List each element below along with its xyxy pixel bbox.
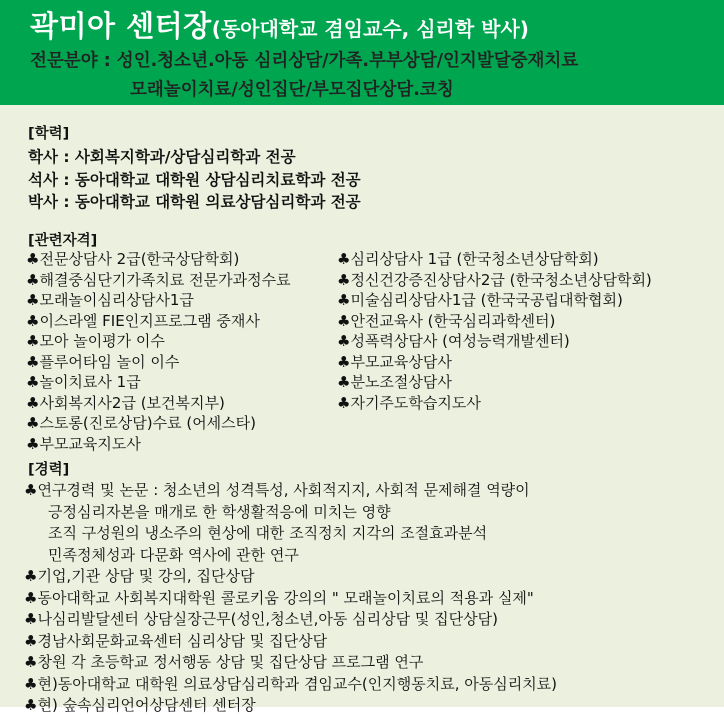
career-item xyxy=(24,694,256,715)
career-item-text: 현) 숲속심리언어상담센터 센터장 xyxy=(37,696,256,714)
certification-item xyxy=(26,433,141,454)
header-banner xyxy=(0,0,724,105)
career-item-text: 나심리발달센터 상담실장근무(성인,청소년,아동 심리상담 및 집단상담) xyxy=(37,610,498,628)
certification-item-text: 자기주도학습지도사 xyxy=(350,393,481,412)
certification-item xyxy=(26,289,194,310)
certification-item xyxy=(26,269,291,290)
title-line xyxy=(30,4,529,45)
certification-item-text: 모아 놀이평가 이수 xyxy=(39,332,165,350)
certification-item-text: 분노조절상담사 xyxy=(350,373,452,391)
certification-item-text: 플루어타임 놀이 이수 xyxy=(39,352,180,371)
certification-item xyxy=(26,351,179,372)
career-item xyxy=(24,587,534,608)
certification-item-text: 부모교육상담사 xyxy=(350,352,452,371)
club-bullet-icon: ♣ xyxy=(337,373,351,391)
career-heading: [경력] xyxy=(28,462,70,478)
specialty-line-1: 전문분야 : 성인.청소년.아동 심리상담/가족.부부상담/인지발달중재치료 xyxy=(30,51,579,71)
club-bullet-icon: ♣ xyxy=(26,414,40,432)
certification-item-text: 정신건강증진상담사2급 (한국청소년상담학회) xyxy=(350,270,652,289)
certification-item-text: 심리상담사 1급 (한국청소년상담학회) xyxy=(350,250,599,268)
club-bullet-icon: ♣ xyxy=(337,250,351,268)
certification-item-text: 미술심리상담사1급 (한국국공립대학협회) xyxy=(350,291,623,309)
club-bullet-icon: ♣ xyxy=(26,250,40,268)
certification-item xyxy=(26,330,165,351)
career-item xyxy=(24,608,498,629)
club-bullet-icon: ♣ xyxy=(24,631,38,650)
certification-item-text: 전문상담사 2급(한국상담학회) xyxy=(39,250,240,268)
education-item: 박사 : 동아대학교 대학원 의료상담심리학과 전공 xyxy=(28,193,361,211)
club-bullet-icon: ♣ xyxy=(26,434,40,453)
career-item xyxy=(24,651,423,672)
education-heading: [학력] xyxy=(28,126,70,142)
certification-item-text: 이스라엘 FIE인지프로그램 중재사 xyxy=(39,311,260,330)
career-item xyxy=(48,544,299,565)
club-bullet-icon: ♣ xyxy=(337,291,351,309)
certifications-heading: [관련자격] xyxy=(28,233,98,249)
certification-item-text: 사회복지사2급 (보건복지부) xyxy=(39,393,225,412)
certification-item xyxy=(337,371,452,392)
club-bullet-icon: ♣ xyxy=(26,393,40,412)
club-bullet-icon: ♣ xyxy=(337,332,351,350)
career-item-text: 기업,기관 상담 및 강의, 집단상담 xyxy=(37,567,255,585)
career-item xyxy=(24,630,327,651)
certification-item-text: 모래놀이심리상담사1급 xyxy=(39,291,194,309)
career-item xyxy=(24,479,530,500)
certification-item xyxy=(26,412,256,433)
education-item: 학사 : 사회복지학과/상담심리학과 전공 xyxy=(28,148,296,166)
certification-item xyxy=(337,248,599,269)
certification-item-text: 부모교육지도사 xyxy=(39,434,141,453)
career-item xyxy=(24,565,254,586)
club-bullet-icon: ♣ xyxy=(26,373,40,391)
club-bullet-icon: ♣ xyxy=(337,270,351,289)
career-item-text: 긍정심리자본을 매개로 한 학생활적응에 미치는 영향 xyxy=(48,502,391,521)
club-bullet-icon: ♣ xyxy=(337,352,351,371)
certification-item xyxy=(26,248,239,269)
club-bullet-icon: ♣ xyxy=(24,674,38,693)
education-item: 석사 : 동아대학교 대학원 상담심리치료학과 전공 xyxy=(28,171,361,189)
specialty-line-2: 모래놀이치료/성인집단/부모집단상담.코칭 xyxy=(130,80,454,100)
career-item xyxy=(24,673,557,694)
club-bullet-icon: ♣ xyxy=(26,291,40,309)
certification-item xyxy=(337,289,623,310)
club-bullet-icon: ♣ xyxy=(24,696,38,714)
career-item-text: 동아대학교 사회복지대학원 콜로키움 강의의 " 모래놀이치료의 적용과 실제" xyxy=(37,588,534,607)
certification-item xyxy=(26,371,141,392)
profile-name: 곽미아 센터장 xyxy=(30,9,212,43)
certification-item-text: 스토롱(진로상담)수료 (어세스타) xyxy=(39,414,257,432)
career-item-text: 현)동아대학교 대학원 의료상담심리학과 겸임교수(인지행동치료, 아동심리치료) xyxy=(37,674,558,693)
career-item-text: 조직 구성원의 냉소주의 현상에 대한 조직정치 지각의 조절효과분석 xyxy=(48,524,488,542)
career-item xyxy=(48,522,487,543)
club-bullet-icon: ♣ xyxy=(24,588,38,607)
certification-item xyxy=(337,351,452,372)
certification-item-text: 놀이치료사 1급 xyxy=(39,373,141,391)
profile-subtitle: (동아대학교 겸임교수, 심리학 박사) xyxy=(211,17,529,41)
career-item xyxy=(48,501,391,522)
certification-item xyxy=(337,392,481,413)
career-item-text: 연구경력 및 논문 : 청소년의 성격특성, 사회적지지, 사회적 문제해결 역량이 xyxy=(37,481,530,499)
club-bullet-icon: ♣ xyxy=(26,270,40,289)
club-bullet-icon: ♣ xyxy=(26,352,40,371)
career-item-text: 민족정체성과 다문화 역사에 관한 연구 xyxy=(48,545,299,564)
club-bullet-icon: ♣ xyxy=(337,393,351,412)
club-bullet-icon: ♣ xyxy=(24,610,38,628)
club-bullet-icon: ♣ xyxy=(24,481,38,499)
certification-item-text: 성폭력상담사 (여성능력개발센터) xyxy=(350,332,570,350)
certification-item-text: 해결중심단기가족치료 전문가과정수료 xyxy=(39,270,291,289)
certification-item xyxy=(337,330,570,351)
certification-item xyxy=(337,310,555,331)
club-bullet-icon: ♣ xyxy=(26,332,40,350)
club-bullet-icon: ♣ xyxy=(24,567,38,585)
certification-item xyxy=(26,392,225,413)
certification-item xyxy=(26,310,260,331)
certification-item-text: 안전교육사 (한국심리과학센터) xyxy=(350,311,556,330)
certification-item xyxy=(337,269,652,290)
club-bullet-icon: ♣ xyxy=(24,653,38,671)
club-bullet-icon: ♣ xyxy=(26,311,40,330)
career-item-text: 창원 각 초등학교 정서행동 상담 및 집단상담 프로그램 연구 xyxy=(37,653,424,671)
career-item-text: 경남사회문화교육센터 심리상담 및 집단상담 xyxy=(37,631,328,650)
club-bullet-icon: ♣ xyxy=(337,311,351,330)
